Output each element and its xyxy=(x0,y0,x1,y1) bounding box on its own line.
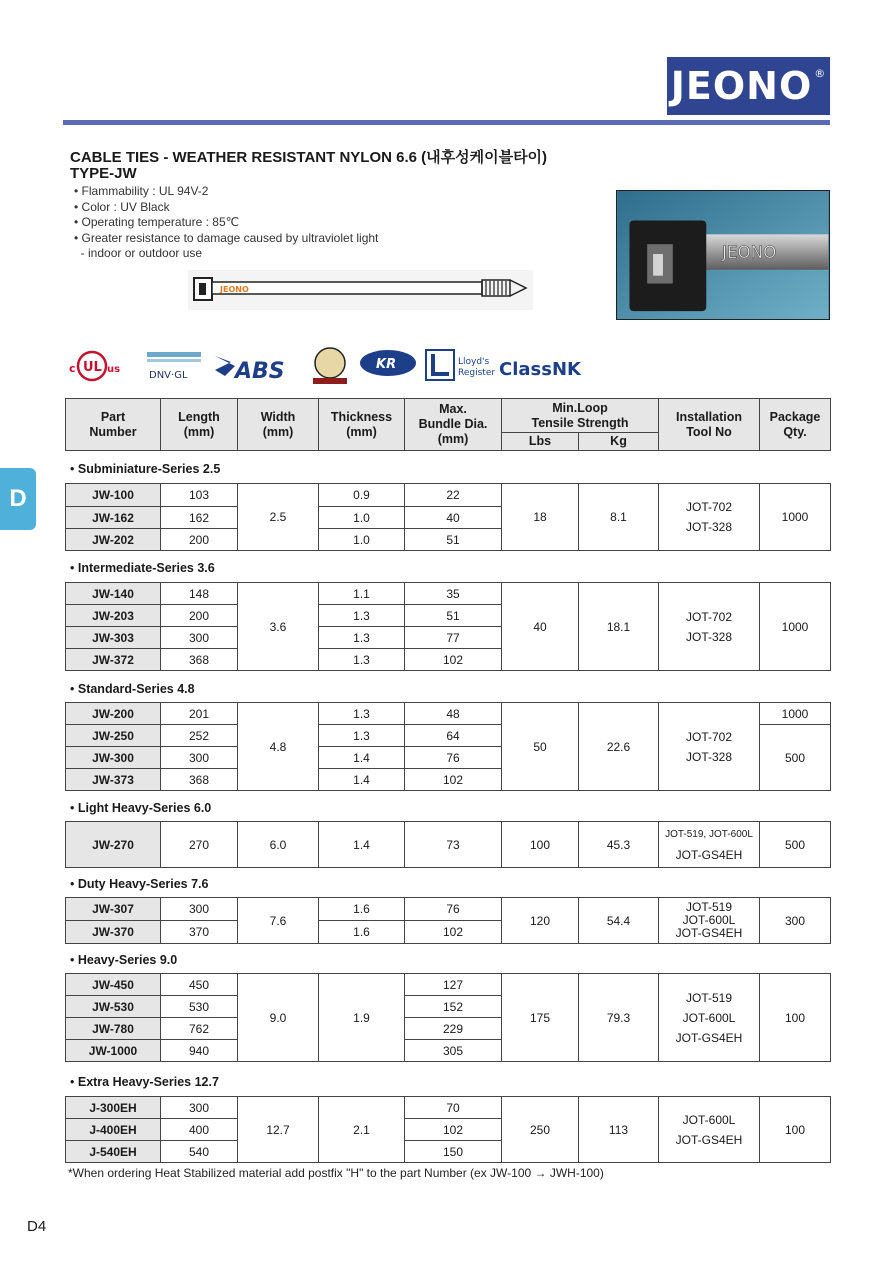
package-qty: 1000 xyxy=(760,484,831,551)
tensile-lbs: 40 xyxy=(502,583,579,671)
bundle-dia: 64 xyxy=(405,725,502,747)
spec-table-intermediate xyxy=(65,582,831,671)
spec-table-standard xyxy=(65,702,831,791)
tensile-lbs: 18 xyxy=(502,484,579,551)
cert-dnv: DNV·GL xyxy=(149,370,188,381)
bundle-dia: 102 xyxy=(405,649,502,671)
bundle-dia: 152 xyxy=(405,996,502,1018)
tensile-lbs: 250 xyxy=(502,1097,579,1163)
col-tensile: Min.Loop Tensile Strength xyxy=(502,399,659,433)
width: 12.7 xyxy=(238,1097,319,1163)
cert-register: Register xyxy=(458,368,496,378)
bundle-dia: 76 xyxy=(405,747,502,769)
feature-list xyxy=(74,184,378,262)
part-number: JW-373 xyxy=(66,769,161,791)
bundle-dia: 76 xyxy=(405,898,502,921)
part-number: JW-250 xyxy=(66,725,161,747)
cert-ul: UL xyxy=(83,360,102,375)
thickness: 1.6 xyxy=(319,898,405,921)
length: 200 xyxy=(161,605,238,627)
cert-us: us xyxy=(107,364,121,375)
cert-kr: KR xyxy=(376,357,397,372)
cert-abs: ABS xyxy=(235,359,285,384)
part-number: J-540EH xyxy=(66,1141,161,1163)
tensile-lbs: 175 xyxy=(502,974,579,1062)
section-tab: D xyxy=(0,468,36,530)
part-number: JW-270 xyxy=(66,822,161,868)
part-number: JW-200 xyxy=(66,703,161,725)
abs-icon xyxy=(215,356,285,384)
length: 400 xyxy=(161,1119,238,1141)
thickness: 1.0 xyxy=(319,507,405,529)
part-number: JW-300 xyxy=(66,747,161,769)
length: 252 xyxy=(161,725,238,747)
bundle-dia: 127 xyxy=(405,974,502,996)
bundle-dia: 51 xyxy=(405,529,502,551)
install-tool: JOT-519 JOT-600L JOT-GS4EH xyxy=(659,898,760,944)
length: 450 xyxy=(161,974,238,996)
bundle-dia: 305 xyxy=(405,1040,502,1062)
bureau-veritas-icon xyxy=(313,348,347,384)
dnv-gl-icon xyxy=(147,352,201,381)
bundle-dia: 40 xyxy=(405,507,502,529)
length: 762 xyxy=(161,1018,238,1040)
spec-table-header xyxy=(65,398,831,451)
tie-label: JEONO xyxy=(220,285,249,294)
page-number: D4 xyxy=(27,1218,47,1235)
package-qty: 300 xyxy=(760,898,831,944)
thickness: 0.9 xyxy=(319,484,405,507)
series-title: • Duty Heavy-Series 7.6 xyxy=(70,877,209,891)
bundle-dia: 229 xyxy=(405,1018,502,1040)
series-title: • Standard-Series 4.8 xyxy=(70,682,195,696)
tensile-lbs: 120 xyxy=(502,898,579,944)
series-title: • Intermediate-Series 3.6 xyxy=(70,561,215,575)
package-qty: 1000 xyxy=(760,583,831,671)
package-qty: 100 xyxy=(760,974,831,1062)
bundle-dia: 73 xyxy=(405,822,502,868)
width: 9.0 xyxy=(238,974,319,1062)
length: 300 xyxy=(161,898,238,921)
photo-label: JEONO xyxy=(722,241,777,262)
col-thickness: Thickness (mm) xyxy=(319,399,405,451)
page-title: CABLE TIES - WEATHER RESISTANT NYLON 6.6 (내후성케이블타이) xyxy=(70,149,548,166)
series-title: • Extra Heavy-Series 12.7 xyxy=(70,1075,219,1089)
width: 4.8 xyxy=(238,703,319,791)
spec-table-duty-heavy xyxy=(65,897,831,944)
part-number: JW-140 xyxy=(66,583,161,605)
install-tool: JOT-702 JOT-328 xyxy=(659,703,760,791)
feature-item: • Color : UV Black xyxy=(74,200,378,216)
col-qty: Package Qty. xyxy=(760,399,831,451)
thickness: 2.1 xyxy=(319,1097,405,1163)
brand-logo xyxy=(667,57,830,115)
part-number: JW-203 xyxy=(66,605,161,627)
tensile-kg: 79.3 xyxy=(579,974,659,1062)
tensile-lbs: 100 xyxy=(502,822,579,868)
certification-logos xyxy=(63,340,583,390)
feature-item: • Operating temperature : 85℃ xyxy=(74,215,378,231)
width: 6.0 xyxy=(238,822,319,868)
length: 530 xyxy=(161,996,238,1018)
brand-name: JEONO xyxy=(670,64,813,108)
part-number: JW-450 xyxy=(66,974,161,996)
length: 103 xyxy=(161,484,238,507)
col-part: Part Number xyxy=(66,399,161,451)
length: 940 xyxy=(161,1040,238,1062)
thickness: 1.0 xyxy=(319,529,405,551)
bundle-dia: 150 xyxy=(405,1141,502,1163)
part-number: JW-780 xyxy=(66,1018,161,1040)
thickness: 1.3 xyxy=(319,649,405,671)
length: 162 xyxy=(161,507,238,529)
thickness: 1.1 xyxy=(319,583,405,605)
tensile-lbs: 50 xyxy=(502,703,579,791)
col-width: Width (mm) xyxy=(238,399,319,451)
bundle-dia: 70 xyxy=(405,1097,502,1119)
bundle-dia: 22 xyxy=(405,484,502,507)
install-tool: JOT-702 JOT-328 xyxy=(659,484,760,551)
length: 300 xyxy=(161,1097,238,1119)
part-number: JW-202 xyxy=(66,529,161,551)
package-qty: 500 xyxy=(760,822,831,868)
cert-c: c xyxy=(69,362,76,375)
series-title: • Light Heavy-Series 6.0 xyxy=(70,801,211,815)
kr-icon xyxy=(360,350,416,376)
part-number: J-400EH xyxy=(66,1119,161,1141)
part-number: JW-370 xyxy=(66,921,161,944)
brand-reg-mark: ® xyxy=(814,67,827,80)
thickness: 1.3 xyxy=(319,605,405,627)
length: 370 xyxy=(161,921,238,944)
length: 300 xyxy=(161,747,238,769)
lloyds-register-icon xyxy=(426,350,495,380)
tensile-kg: 45.3 xyxy=(579,822,659,868)
tensile-kg: 8.1 xyxy=(579,484,659,551)
part-number: JW-307 xyxy=(66,898,161,921)
feature-item: • Flammability : UL 94V-2 xyxy=(74,184,378,200)
thickness: 1.9 xyxy=(319,974,405,1062)
spec-table-light-heavy xyxy=(65,821,831,868)
part-number: JW-530 xyxy=(66,996,161,1018)
width: 2.5 xyxy=(238,484,319,551)
part-number: JW-100 xyxy=(66,484,161,507)
install-tool: JOT-600L JOT-GS4EH xyxy=(659,1097,760,1163)
col-lbs: Lbs xyxy=(502,433,579,451)
series-title: • Subminiature-Series 2.5 xyxy=(70,462,220,476)
thickness: 1.3 xyxy=(319,703,405,725)
bundle-dia: 77 xyxy=(405,627,502,649)
length: 200 xyxy=(161,529,238,551)
thickness: 1.3 xyxy=(319,725,405,747)
thickness: 1.4 xyxy=(319,769,405,791)
tensile-kg: 18.1 xyxy=(579,583,659,671)
col-bundle: Max. Bundle Dia. (mm) xyxy=(405,399,502,451)
thickness: 1.3 xyxy=(319,627,405,649)
col-kg: Kg xyxy=(579,433,659,451)
width: 3.6 xyxy=(238,583,319,671)
bundle-dia: 102 xyxy=(405,921,502,944)
product-photo xyxy=(616,190,830,320)
thickness: 1.6 xyxy=(319,921,405,944)
part-number: JW-303 xyxy=(66,627,161,649)
cert-classnk: ClassNK xyxy=(499,359,581,380)
part-number: J-300EH xyxy=(66,1097,161,1119)
spec-table-subminiature xyxy=(65,483,831,551)
length: 540 xyxy=(161,1141,238,1163)
cable-tie-illustration xyxy=(188,270,533,310)
install-tool: JOT-519 JOT-600L JOT-GS4EH xyxy=(659,974,760,1062)
install-tool: JOT-702 JOT-328 xyxy=(659,583,760,671)
package-qty: 100 xyxy=(760,1097,831,1163)
col-tool: Installation Tool No xyxy=(659,399,760,451)
header-rule xyxy=(63,120,830,125)
type-title: TYPE-JW xyxy=(70,165,137,182)
series-title: • Heavy-Series 9.0 xyxy=(70,953,177,967)
spec-table-extra-heavy xyxy=(65,1096,831,1163)
thickness: 1.4 xyxy=(319,747,405,769)
part-number: JW-162 xyxy=(66,507,161,529)
install-tool: JOT-519, JOT-600L JOT-GS4EH xyxy=(659,822,760,868)
bundle-dia: 51 xyxy=(405,605,502,627)
footnote: *When ordering Heat Stabilized material add postfix "H" to the part Number (ex JW-100 → JWH-100) xyxy=(68,1166,604,1180)
length: 368 xyxy=(161,649,238,671)
feature-subitem: - indoor or outdoor use xyxy=(74,246,378,262)
package-qty: 500 xyxy=(760,725,831,791)
tensile-kg: 113 xyxy=(579,1097,659,1163)
ul-certification-icon xyxy=(69,352,120,380)
thickness: 1.4 xyxy=(319,822,405,868)
length: 368 xyxy=(161,769,238,791)
cert-lloyds: Lloyd's xyxy=(458,357,490,367)
bundle-dia: 35 xyxy=(405,583,502,605)
bundle-dia: 102 xyxy=(405,1119,502,1141)
tensile-kg: 22.6 xyxy=(579,703,659,791)
length: 270 xyxy=(161,822,238,868)
part-number: JW-1000 xyxy=(66,1040,161,1062)
spec-table-heavy xyxy=(65,973,831,1062)
length: 201 xyxy=(161,703,238,725)
col-length: Length (mm) xyxy=(161,399,238,451)
part-number: JW-372 xyxy=(66,649,161,671)
bundle-dia: 102 xyxy=(405,769,502,791)
tensile-kg: 54.4 xyxy=(579,898,659,944)
feature-item: • Greater resistance to damage caused by ultraviolet light xyxy=(74,231,378,247)
width: 7.6 xyxy=(238,898,319,944)
bundle-dia: 48 xyxy=(405,703,502,725)
length: 148 xyxy=(161,583,238,605)
package-qty: 1000 xyxy=(760,703,831,725)
length: 300 xyxy=(161,627,238,649)
